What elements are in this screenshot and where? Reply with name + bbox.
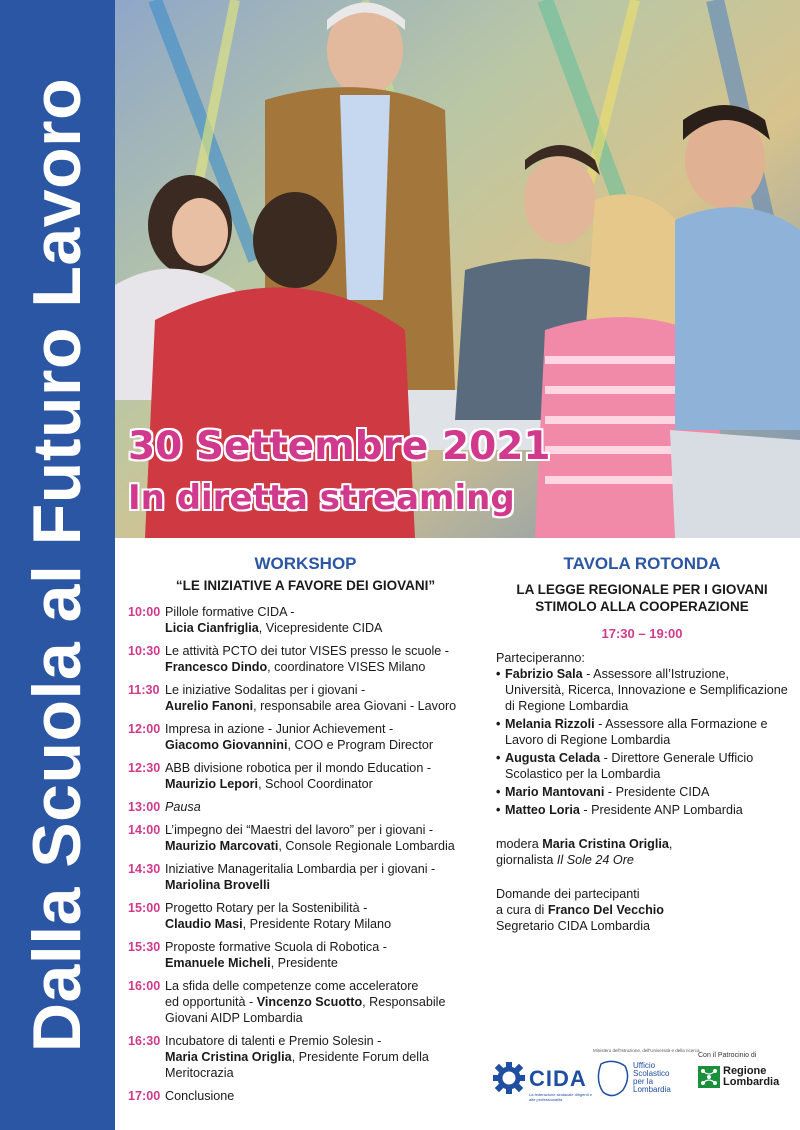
usr-line2: Scolastico [633,1069,670,1078]
agenda-speaker: Emanuele Micheli [165,956,271,970]
participant-role: - Direttore Generale Ufficio Scolastico per la Lombardia [505,751,754,781]
agenda-role: , Presidente Forum della Meritocrazia [165,1050,429,1080]
agenda-item [128,1033,483,1081]
agenda-time: 16:30 [128,1034,161,1048]
ufficio-scolastico-logo [593,1048,703,1108]
agenda-role: , coordinatore VISES Milano [267,660,426,674]
agenda-time: 12:00 [128,722,161,736]
agenda-body [165,900,483,932]
moderator-suffix: , [668,837,673,851]
event-title: Dalla Scuola al Futuro Lavoro [19,77,95,1053]
questions-prefix: a cura di [496,903,548,917]
rl-line2: Lombardia [723,1076,780,1088]
agenda-item [128,760,483,792]
agenda-item [128,721,483,753]
bullet-icon: • [496,751,501,765]
agenda-body [165,861,483,893]
agenda-speaker: Licia Cianfriglia [165,621,259,635]
agenda-item [128,1088,483,1104]
participant-item [496,716,788,748]
participant-text [505,666,788,714]
lombardia-map-icon [595,1058,633,1100]
agenda-time: 15:00 [128,901,161,915]
agenda-role: , Presidente [270,956,338,970]
agenda-time: 13:00 [128,800,161,814]
agenda-item [128,900,483,932]
agenda-time: 10:00 [128,605,161,619]
participant-role: - Presidente ANP Lombardia [579,803,743,817]
agenda-body [165,682,483,714]
agenda-speaker: Maurizio Lepori [165,777,259,791]
regione-lombardia-text [723,1066,779,1088]
roundtable-title: TAVOLA ROTONDA [563,554,721,573]
participant-text [505,716,788,748]
agenda-description: Pausa [165,800,201,814]
questions-role: Segretario CIDA Lombardia [496,919,651,933]
agenda-description-cont: ed opportunità - [165,995,257,1009]
agenda-body [165,721,483,753]
cida-logo-text: CIDA [529,1066,587,1091]
agenda-description: Progetto Rotary per la Sostenibilità - [165,901,368,915]
cida-logo [493,1056,592,1102]
agenda-description: Le iniziative Sodalitas per i giovani - [165,683,366,697]
agenda-speaker: Aurelio Fanoni [165,699,254,713]
agenda-item [128,682,483,714]
rosa-camuna-icon [698,1066,720,1088]
agenda-speaker: Mariolina Brovelli [165,878,270,892]
participant-name: Melania Rizzoli [505,717,595,731]
event-date: 30 Settembre 2021 [128,424,551,469]
streaming-label: In diretta streaming [128,478,515,518]
agenda-body [165,978,483,1026]
agenda-item [128,799,483,815]
agenda-item [128,604,483,636]
agenda-body [165,643,483,675]
agenda-time: 14:30 [128,862,161,876]
partner-logos [493,1048,793,1118]
workshop-subtitle: “LE INIZIATIVE A FAVORE DEI GIOVANI” [175,578,436,593]
agenda-time: 10:30 [128,644,161,658]
agenda-item [128,978,483,1026]
agenda-role: , responsabile area Giovani - Lavoro [253,699,457,713]
agenda-speaker: Claudio Masi [165,917,243,931]
agenda-body [165,939,483,971]
participants-list [496,666,788,818]
agenda-description: La sfida delle competenze come acceleratore [165,979,419,993]
agenda-item [128,939,483,971]
bullet-icon: • [496,667,501,681]
participant-item [496,666,788,714]
bullet-icon: • [496,803,501,817]
agenda-description: Proposte formative Scuola di Robotica - [165,940,387,954]
usr-line1: Ufficio [633,1061,656,1070]
agenda-speaker: Maurizio Marcovati [165,839,279,853]
agenda-body [165,1088,483,1104]
participant-role: - Assessore alla Formazione e Lavoro di Regione Lombardia [505,717,768,747]
usr-logo-text [633,1062,671,1094]
questions-line1: Domande dei partecipanti [496,887,640,901]
agenda-description: Impresa in azione - Junior Achievement - [165,722,394,736]
agenda-role: , Vicepresidente CIDA [258,621,383,635]
patrocinio-label: Con il Patrocinio di [698,1052,757,1059]
agenda-time: 15:30 [128,940,161,954]
agenda-role: , Console Regionale Lombardia [278,839,455,853]
cida-logo-tagline: La federazione sindacale dirigenti e alte professionalità [529,1092,592,1102]
gear-icon [493,1062,525,1094]
agenda-time: 14:00 [128,823,161,837]
participant-text [505,802,743,818]
agenda-time: 12:30 [128,761,161,775]
participant-text [505,750,788,782]
agenda-body [165,604,483,636]
usr-logo-top: Ministero dell'Istruzione, dell'Università e della ricerca [593,1048,700,1053]
agenda-body [165,822,483,854]
agenda-speaker: Maria Cristina Origlia [165,1050,292,1064]
agenda-description: Le attività PCTO dei tutor VISES presso le scuole - [165,644,449,658]
agenda-body [165,760,483,792]
agenda-role: , COO e Program Director [287,738,434,752]
participant-item [496,750,788,782]
usr-line3: per la [633,1077,654,1086]
agenda-time: 17:00 [128,1089,161,1103]
agenda-description: Conclusione [165,1089,235,1103]
regione-lombardia-logo [698,1048,793,1108]
questions-block [496,886,788,934]
agenda-description: Iniziative Manageritalia Lombardia per i giovani - [165,862,436,876]
participant-role: - Presidente CIDA [604,785,710,799]
participant-item [496,802,788,818]
agenda-speaker: Giacomo Giovannini [165,738,288,752]
workshop-title: WORKSHOP [254,554,357,573]
rl-line1: Regione [723,1065,767,1077]
agenda-description: Incubatore di talenti e Premio Solesin - [165,1034,382,1048]
questions-name: Franco Del Vecchio [547,903,664,917]
agenda-time: 16:00 [128,979,161,993]
participant-name: Matteo Loria [505,803,580,817]
agenda-role: , Presidente Rotary Milano [242,917,392,931]
agenda-body [165,1033,483,1081]
agenda-time: 11:30 [128,683,160,697]
participant-name: Mario Mantovani [505,785,605,799]
agenda-item [128,822,483,854]
moderator-name: Maria Cristina Origlia [542,837,669,851]
roundtable-subtitle [496,581,788,615]
agenda-speaker: Francesco Dindo [165,660,268,674]
participants-intro: Parteciperanno: [496,651,585,665]
participant-role: - Assessore all’Istruzione, Università, Ricerca, Innovazione e Semplificazione di Regione Lombardia [505,667,788,713]
participant-text [505,784,709,800]
agenda-item [128,861,483,893]
roundtable-time-range: 17:30 – 19:00 [601,626,683,641]
bullet-icon: • [496,785,501,799]
roundtable-subtitle-line1: LA LEGGE REGIONALE PER I GIOVANI [516,582,768,597]
agenda-description: L’impegno dei “Maestri del lavoro” per i giovani - [165,823,434,837]
agenda-description: Pillole formative CIDA - [165,605,295,619]
workshop-agenda [128,604,483,1111]
moderator-outlet: Il Sole 24 Ore [556,853,634,867]
agenda-role: , Responsabile Giovani AIDP Lombardia [165,995,446,1025]
agenda-role: , School Coordinator [258,777,373,791]
moderator-prefix: modera [496,837,543,851]
moderator-block [496,836,788,868]
participant-name: Augusta Celada [505,751,601,765]
usr-line4: Lombardia [633,1085,671,1094]
roundtable-details [496,650,788,934]
moderator-role-prefix: giornalista [496,853,557,867]
agenda-description: ABB divisione robotica per il mondo Education - [165,761,432,775]
roundtable-subtitle-line2: STIMOLO ALLA COOPERAZIONE [535,599,749,614]
agenda-body [165,799,483,815]
agenda-speaker: Vincenzo Scuotto [256,995,363,1009]
participant-name: Fabrizio Sala [505,667,583,681]
participant-item [496,784,788,800]
agenda-item [128,643,483,675]
bullet-icon: • [496,717,501,731]
